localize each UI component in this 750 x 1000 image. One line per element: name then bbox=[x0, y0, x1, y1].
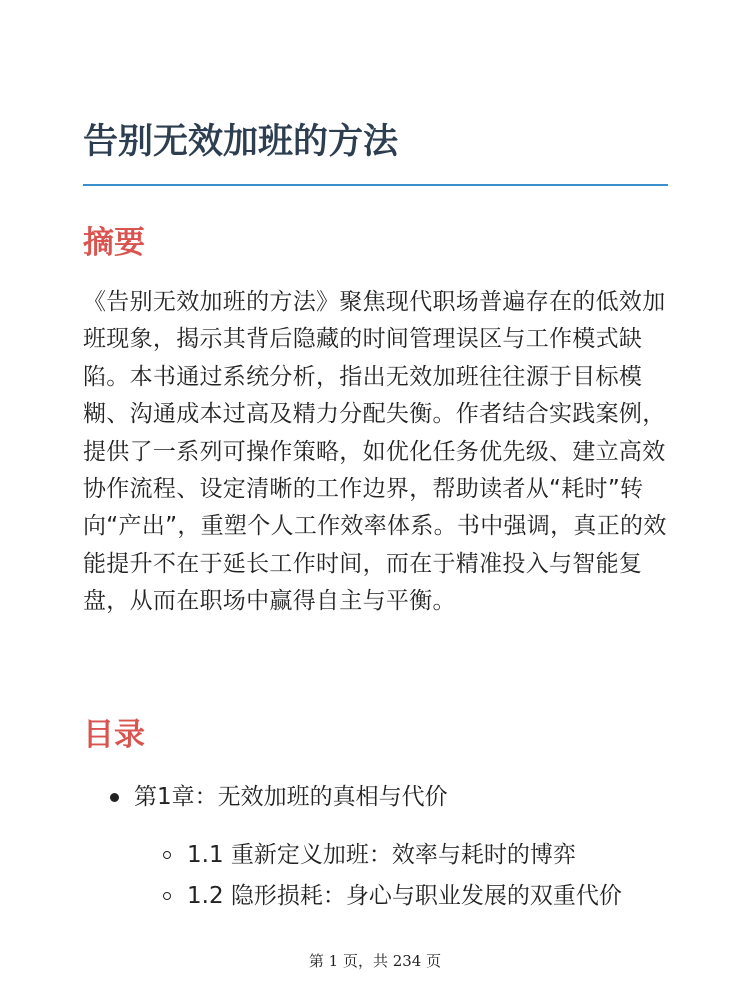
bullet-circle-icon bbox=[163, 892, 171, 900]
bullet-dot-icon bbox=[110, 793, 119, 802]
title-divider bbox=[83, 184, 668, 186]
bullet-circle-icon bbox=[163, 851, 171, 859]
toc-section-1-1-label: 1.1 重新定义加班：效率与耗时的博弈 bbox=[187, 842, 576, 868]
summary-paragraph: 《告别无效加班的方法》聚焦现代职场普遍存在的低效加班现象，揭示其背后隐藏的时间管理误区与工作模式缺陷。本书通过系统分析，指出无效加班往往源于目标模糊、沟通成本过高及精力分配失衡。作者结合实践案例，提供了一系列可操作策略，如优化任务优先级、建立高效协作流程、设定清晰的工作边界，帮助读者从“耗时”转向“产出”，重塑个人工作效率体系。书中强调，真正的效能提升不在于延长工作时间，而在于精准投入与智能复盘，从而在职场中赢得自主与平衡。 bbox=[83, 289, 667, 615]
summary-heading: 摘要 bbox=[83, 225, 145, 261]
toc-section-1-2-label: 1.2 隐形损耗：身心与职业发展的双重代价 bbox=[187, 883, 622, 909]
document-title: 告别无效加班的方法 bbox=[83, 122, 399, 162]
page-footer: 第 1 页，共 234 页 bbox=[308, 952, 442, 970]
toc-chapter-1-label: 第1章：无效加班的真相与代价 bbox=[134, 784, 448, 810]
toc-heading: 目录 bbox=[83, 717, 145, 753]
